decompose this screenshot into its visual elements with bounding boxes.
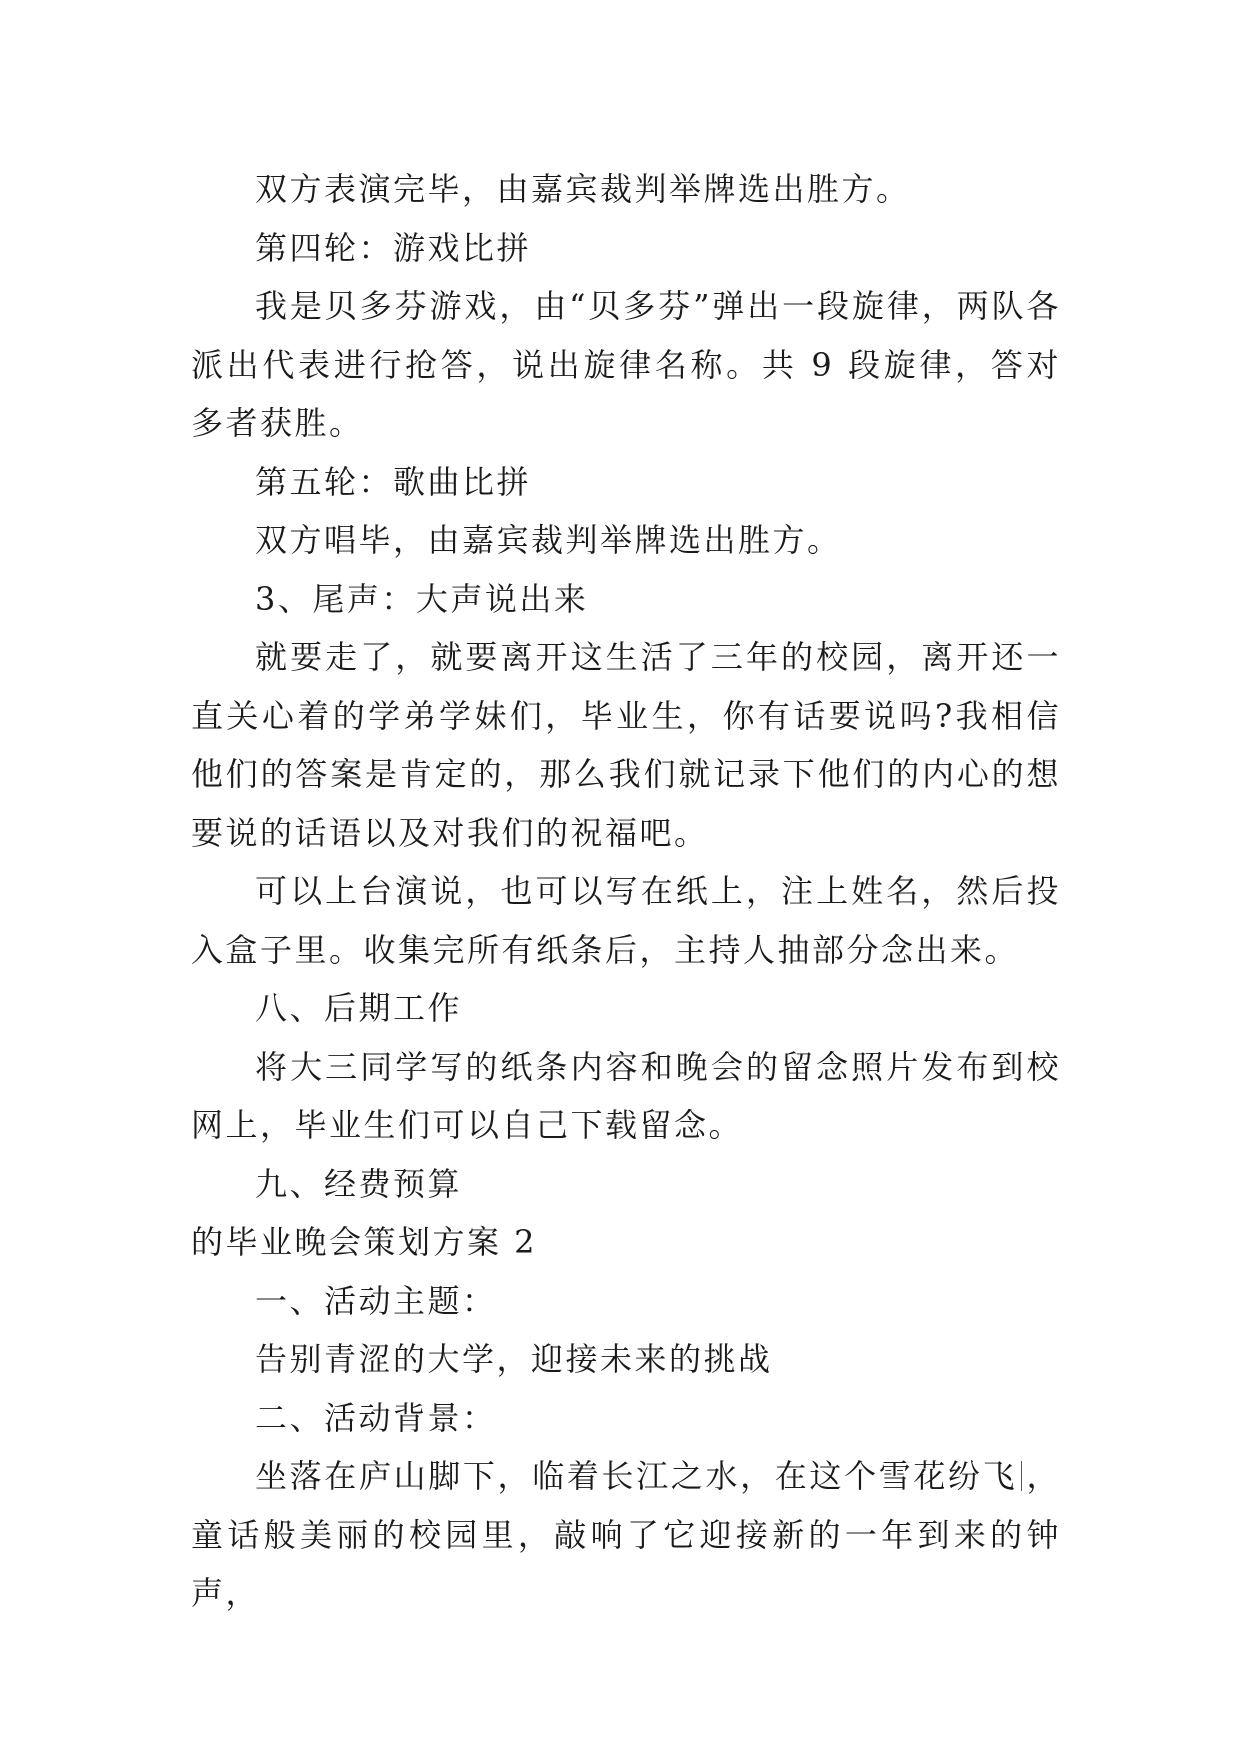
paragraph-text-before-cursor: 坐落在庐山脚下，临着长江之水，在这个雪花纷飞 bbox=[255, 1457, 1018, 1495]
paragraph: 可以上台演说，也可以写在纸上，注上姓名，然后投入盒子里。收集完所有纸条后，主持人抽部分念出来。 bbox=[191, 872, 1061, 969]
paragraph-text-after-cursor: ，童话般美丽的校园里，敲响了它迎接新的一年到来的钟声， bbox=[191, 1457, 1061, 1612]
paragraph: 告别青涩的大学，迎接未来的挑战 bbox=[255, 1340, 773, 1378]
paragraph: 就要走了，就要离开这生活了三年的校园，离开还一直关心着的学弟学妹们，毕业生，你有话要说吗?我相信他们的答案是肯定的，那么我们就记录下他们的内心的想要说的话语以及对我们的祝福吧。 bbox=[191, 638, 1061, 852]
section-heading: 二、活动背景： bbox=[255, 1398, 497, 1437]
document-title: 的毕业晚会策划方案 2 bbox=[191, 1223, 538, 1261]
paragraph bbox=[191, 1447, 1061, 1623]
section-heading: 八、后期工作 bbox=[255, 989, 463, 1027]
paragraph: 双方唱毕，由嘉宾裁判举牌选出胜方。 bbox=[255, 521, 842, 559]
paragraph: 双方表演完毕，由嘉宾裁判举牌选出胜方。 bbox=[255, 170, 911, 208]
document-body bbox=[191, 160, 1061, 1623]
paragraph: 将大三同学写的纸条内容和晚会的留念照片发布到校网上，毕业生们可以自己下载留念。 bbox=[191, 1047, 1061, 1144]
section-heading: 3、尾声：大声说出来 bbox=[255, 579, 589, 618]
text-cursor bbox=[1021, 1461, 1022, 1491]
section-heading: 九、经费预算 bbox=[255, 1164, 463, 1203]
section-heading: 第四轮：游戏比拼 bbox=[255, 228, 532, 267]
section-heading: 一、活动主题： bbox=[255, 1281, 497, 1320]
paragraph: 我是贝多芬游戏，由“贝多芬”弹出一段旋律，两队各派出代表进行抢答，说出旋律名称。共 9 段旋律，答对多者获胜。 bbox=[191, 287, 1061, 442]
section-heading: 第五轮：歌曲比拼 bbox=[255, 462, 532, 501]
